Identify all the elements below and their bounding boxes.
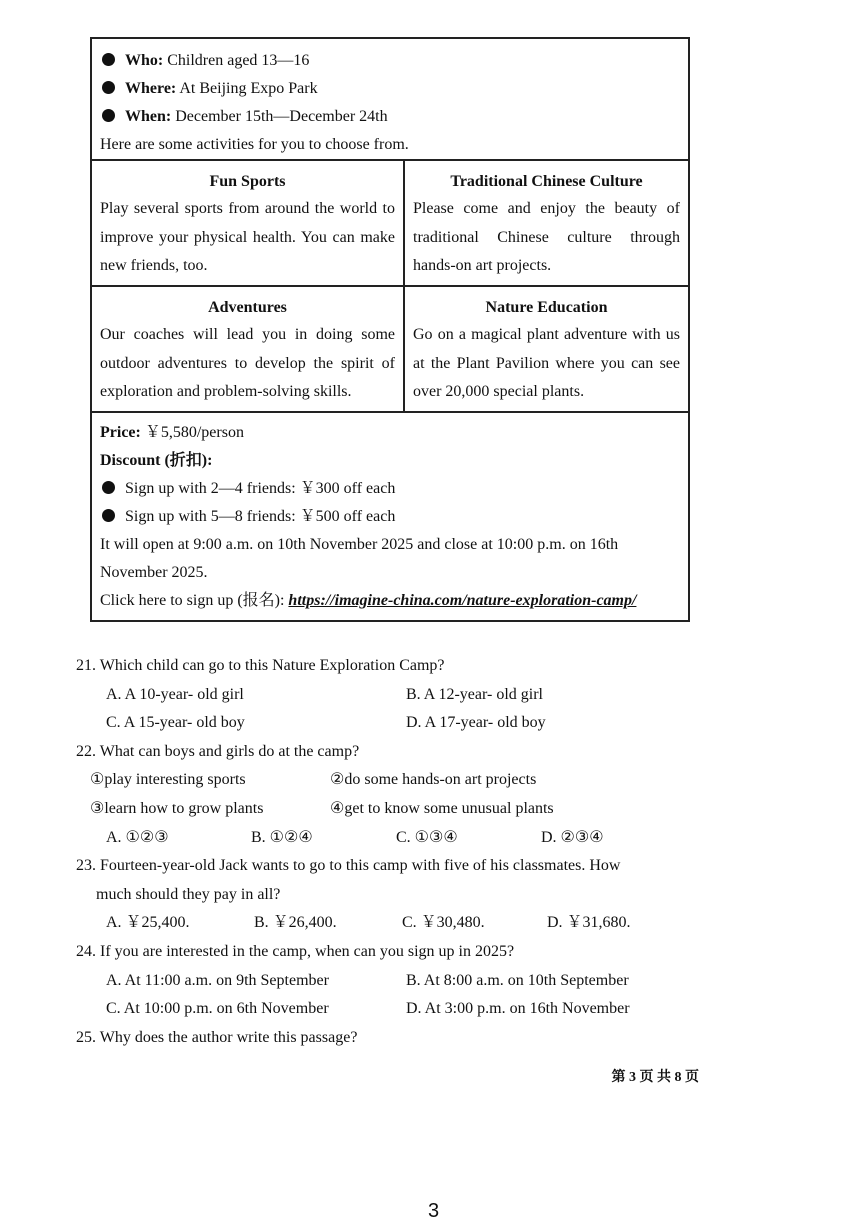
q22-items-row-1 xyxy=(76,766,716,795)
page-number: 3 xyxy=(427,1200,440,1222)
when-label: When: xyxy=(125,108,172,125)
activity-title: Adventures xyxy=(208,299,287,316)
discount-text: Sign up with 2—4 friends: ￥300 off each xyxy=(125,480,396,497)
question-24: 24. If you are interested in the camp, when can you sign up in 2025? xyxy=(76,942,515,960)
q23-options-row xyxy=(76,909,716,938)
activity-description: Please come and enjoy the beauty of traditional Chinese culture through hands-on art projects. xyxy=(413,200,680,274)
signup-label: Click here to sign up (报名): xyxy=(100,592,289,609)
q21-option-a: A. A 10-year- old girl xyxy=(106,685,244,703)
where-label: Where: xyxy=(125,80,177,97)
signup-link[interactable]: https://imagine-china.com/nature-exploration-camp/ xyxy=(288,592,637,609)
q22-item-4: ④get to know some unusual plants xyxy=(330,799,554,817)
activity-cell-fun-sports xyxy=(92,161,405,287)
q22-item-3: ③learn how to grow plants xyxy=(90,799,264,817)
open-time-text: It will open at 9:00 a.m. on 10th November 2025 and close at 10:00 p.m. on 16th xyxy=(100,536,619,553)
activity-description: Play several sports from around the world to improve your physical health. You can make new friends, too. xyxy=(100,200,395,274)
discount-label: Discount (折扣): xyxy=(100,452,213,469)
q24-options-row-1 xyxy=(76,967,716,996)
price-label: Price: xyxy=(100,424,141,441)
q24-option-a: A. At 11:00 a.m. on 9th September xyxy=(106,971,329,989)
q24-options-row-2 xyxy=(76,995,716,1024)
activities-table xyxy=(92,161,688,413)
q21-options-row-1 xyxy=(76,681,716,710)
bullet-icon xyxy=(102,509,115,522)
price-line xyxy=(100,419,680,447)
when-value: December 15th—December 24th xyxy=(171,108,388,125)
question-21: 21. Which child can go to this Nature Exploration Camp? xyxy=(76,657,445,674)
bullet-icon xyxy=(102,481,115,494)
q24-option-b: B. At 8:00 a.m. on 10th September xyxy=(406,971,629,989)
who-label: Who: xyxy=(125,52,164,69)
where-value: At Beijing Expo Park xyxy=(176,80,318,97)
activity-title: Nature Education xyxy=(485,299,608,316)
q23-option-a: A. ￥25,400. xyxy=(106,914,190,932)
bullet-icon xyxy=(102,53,115,66)
signup-line xyxy=(100,587,680,615)
question-22: 22. What can boys and girls do at the camp? xyxy=(76,742,360,760)
q23-option-d: D. ￥31,680. xyxy=(547,914,631,932)
q21-option-b: B. A 12-year- old girl xyxy=(406,685,543,703)
discount-line-2 xyxy=(100,503,680,531)
q22-options-row xyxy=(76,824,716,853)
q24-option-c: C. At 10:00 p.m. on 6th November xyxy=(106,1000,329,1018)
when-line xyxy=(100,103,680,131)
activity-description: Our coaches will lead you in doing some outdoor adventures to develop the spirit of exploration and problem-solving skills. xyxy=(100,326,395,400)
q21-option-d: D. A 17-year- old boy xyxy=(406,714,546,732)
where-line xyxy=(100,75,680,103)
q22-option-d: D. ②③④ xyxy=(541,828,604,846)
bullet-icon xyxy=(102,109,115,122)
pricing-section xyxy=(92,413,688,615)
q21-option-c: C. A 15-year- old boy xyxy=(106,714,245,732)
discount-line-1 xyxy=(100,475,680,503)
questions-section xyxy=(76,652,716,1052)
q22-option-a: A. ①②③ xyxy=(106,828,169,846)
price-value: ￥5,580/person xyxy=(140,424,244,441)
question-23-cont: much should they pay in all? xyxy=(96,885,281,903)
q23-option-c: C. ￥30,480. xyxy=(402,914,485,932)
camp-info-box xyxy=(90,37,690,622)
question-25: 25. Why does the author write this passage? xyxy=(76,1028,358,1046)
who-value: Children aged 13—16 xyxy=(163,52,310,69)
page-count-footer: 第 3 页 共 8 页 xyxy=(611,1070,699,1085)
q21-options-row-2 xyxy=(76,709,716,738)
q22-items-row-2 xyxy=(76,795,716,824)
discount-text: Sign up with 5—8 friends: ￥500 off each xyxy=(125,508,396,525)
q22-option-b: B. ①②④ xyxy=(251,828,313,846)
camp-intro xyxy=(92,39,688,161)
activity-title: Traditional Chinese Culture xyxy=(450,173,643,190)
q24-option-d: D. At 3:00 p.m. on 16th November xyxy=(406,1000,630,1018)
activity-description: Go on a magical plant adventure with us at the Plant Pavilion where you can see over 20,000 special plants. xyxy=(413,326,680,400)
open-time-text-cont: November 2025. xyxy=(100,564,208,581)
q22-option-c: C. ①③④ xyxy=(396,828,458,846)
activity-cell-adventures xyxy=(92,287,405,413)
who-line xyxy=(100,47,680,75)
q23-option-b: B. ￥26,400. xyxy=(254,914,337,932)
activities-intro-text: Here are some activities for you to choose from. xyxy=(100,136,409,153)
question-23: 23. Fourteen-year-old Jack wants to go to this camp with five of his classmates. How xyxy=(76,857,621,875)
activity-cell-chinese-culture xyxy=(405,161,688,287)
q22-item-1: ①play interesting sports xyxy=(90,771,246,789)
bullet-icon xyxy=(102,81,115,94)
activity-cell-nature-education xyxy=(405,287,688,413)
activity-title: Fun Sports xyxy=(209,173,286,190)
q22-item-2: ②do some hands-on art projects xyxy=(330,771,537,789)
